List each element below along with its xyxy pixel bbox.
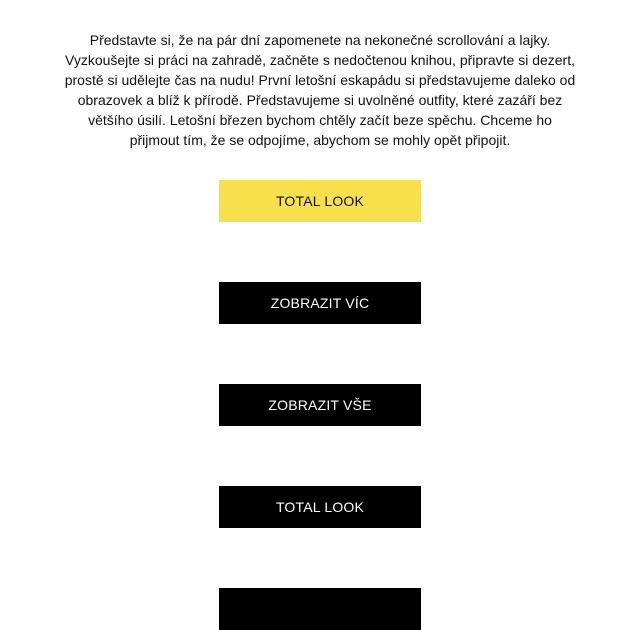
- show-more-button[interactable]: ZOBRAZIT VÍC: [219, 282, 421, 324]
- show-all-button[interactable]: ZOBRAZIT VŠE: [219, 384, 421, 426]
- total-look-button-2[interactable]: TOTAL LOOK: [219, 486, 421, 528]
- intro-paragraph: Představte si, že na pár dní zapomenete na nekonečné scrollování a lajky. Vyzkoušejte si práci na zahradě, začněte s nedočtenou knihou, připravte si dezert, prostě si udělejte čas na nudu! První letošní eskapádu si představujeme daleko od obrazovek a blíž k přírodě. Představujeme si uvolněné outfity, které zazáří bez většího úsilí. Letošní březen bychom chtěly začít beze spěchu. Chceme ho přijmout tím, že se odpojíme, abychom se mohly opět připojit.: [64, 32, 576, 148]
- partial-button[interactable]: [219, 588, 421, 630]
- total-look-button[interactable]: TOTAL LOOK: [219, 180, 421, 222]
